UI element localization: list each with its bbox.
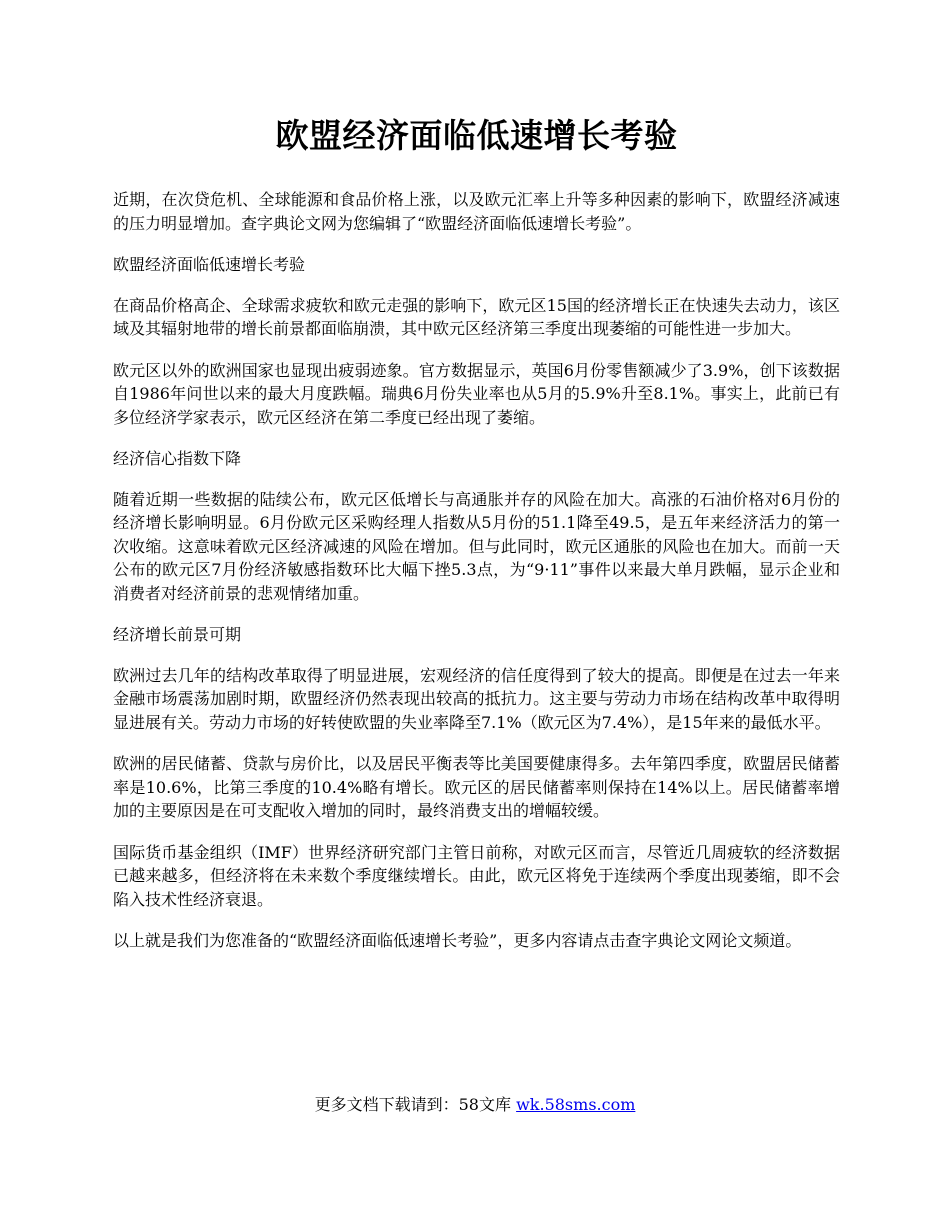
body-paragraph: 国际货币基金组织（IMF）世界经济研究部门主管日前称，对欧元区而言，尽管近几周疲软的经济数据已越来越多，但经济将在未来数个季度继续增长。由此，欧元区将免于连续两个季度出现萎缩，即不会陷入技术性经济衰退。 bbox=[113, 842, 840, 909]
closing-paragraph: 以上就是我们为您准备的“欧盟经济面临低速增长考验”，更多内容请点击查字典论文网论文频道。 bbox=[113, 931, 802, 950]
section-heading: 经济增长前景可期 bbox=[113, 625, 242, 644]
section-heading: 欧盟经济面临低速增长考验 bbox=[113, 255, 306, 274]
intro-paragraph: 近期，在次贷危机、全球能源和食品价格上涨，以及欧元汇率上升等多种因素的影响下，欧盟经济减速的压力明显增加。查字典论文网为您编辑了“欧盟经济面临低速增长考验”。 bbox=[113, 190, 840, 233]
body-paragraph: 欧洲的居民储蓄、贷款与房价比，以及居民平衡表等比美国要健康得多。去年第四季度，欧盟居民储蓄率是10.6%，比第三季度的10.4%略有增长。欧元区的居民储蓄率则保持在14%以上。居民储蓄率增加的主要原因是在可支配收入增加的同时，最终消费支出的增幅较缓。 bbox=[113, 754, 840, 820]
footer-link[interactable]: wk.58sms.com bbox=[516, 1095, 636, 1114]
download-footer bbox=[0, 1094, 950, 1116]
section-heading: 经济信心指数下降 bbox=[113, 449, 242, 468]
footer-text: 更多文档下载请到：58文库 bbox=[314, 1095, 511, 1114]
document-title: 欧盟经济面临低速增长考验 bbox=[275, 116, 678, 155]
body-paragraph: 欧元区以外的欧洲国家也显现出疲弱迹象。官方数据显示，英国6月份零售额减少了3.9%，创下该数据自1986年问世以来的最大月度跌幅。瑞典6月份失业率也从5月的5.9%升至8.1%。事实上，此前已有多位经济学家表示，欧元区经济在第二季度已经出现了萎缩。 bbox=[113, 360, 840, 427]
body-paragraph: 欧洲过去几年的结构改革取得了明显进展，宏观经济的信任度得到了较大的提高。即便是在过去一年来金融市场震荡加剧时期，欧盟经济仍然表现出较高的抵抗力。这主要与劳动力市场在结构改革中取得明显进展有关。劳动力市场的好转使欧盟的失业率降至7.1%（欧元区为7.4%），是15年来的最低水平。 bbox=[113, 665, 840, 732]
body-paragraph: 随着近期一些数据的陆续公布，欧元区低增长与高通胀并存的风险在加大。高涨的石油价格对6月份的经济增长影响明显。6月份欧元区采购经理人指数从5月份的51.1降至49.5，是五年来经济活力的第一次收缩。这意味着欧元区经济减速的风险在增加。但与此同时，欧元区通胀的风险也在加大。而前一天公布的欧元区7月份经济敏感指数环比大幅下挫5.3点，为“9·11”事件以来最大单月跌幅，显示企业和消费者对经济前景的悲观情绪加重。 bbox=[113, 489, 840, 603]
body-paragraph: 在商品价格高企、全球需求疲软和欧元走强的影响下，欧元区15国的经济增长正在快速失去动力，该区域及其辐射地带的增长前景都面临崩溃，其中欧元区经济第三季度出现萎缩的可能性进一步加大。 bbox=[113, 295, 840, 338]
